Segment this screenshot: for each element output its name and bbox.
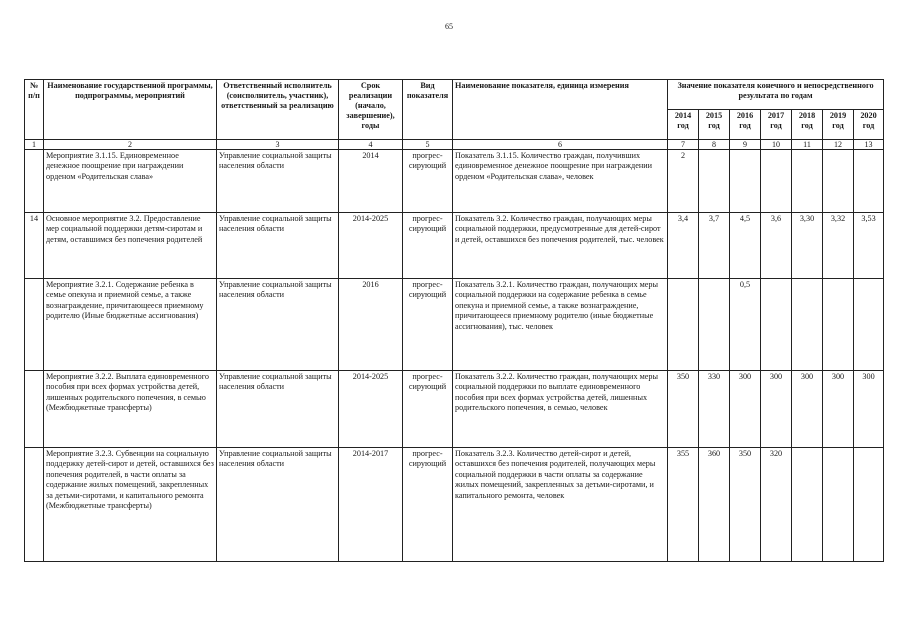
- table-header-row: [25, 80, 884, 110]
- column-number: 11: [792, 140, 823, 150]
- row-value: [823, 279, 854, 371]
- row-value: [792, 279, 823, 371]
- row-value: 300: [730, 371, 761, 448]
- row-value: 350: [668, 371, 699, 448]
- row-value: 300: [792, 371, 823, 448]
- column-number: 10: [761, 140, 792, 150]
- indicators-table: [24, 79, 884, 562]
- row-value: [699, 150, 730, 213]
- row-name: Мероприятие 3.1.15. Единовременное денежное поощрение при награждении орденом «Родительская слава»: [44, 150, 217, 213]
- row-value: [699, 279, 730, 371]
- row-executor: Управление социальной защиты населения области: [217, 448, 339, 562]
- row-indicator: Показатель 3.2. Количество граждан, получающих меры социальной поддержки, предусмотренные для детей-сирот и детей, оставшихся без попечения родителей, тыс. человек: [453, 213, 668, 279]
- header-year: 2014 год: [668, 110, 699, 140]
- row-value: 2: [668, 150, 699, 213]
- column-number: 12: [823, 140, 854, 150]
- row-period: 2014: [339, 150, 403, 213]
- row-indicator: Показатель 3.2.2. Количество граждан, получающих меры социальной поддержки по выплате единовременного пособия при всех формах устройства детей, лишенных родительского попечения, в семью, человек: [453, 371, 668, 448]
- column-number: 6: [453, 140, 668, 150]
- row-period: 2016: [339, 279, 403, 371]
- column-number: 13: [854, 140, 884, 150]
- row-value: 300: [854, 371, 884, 448]
- row-value: [854, 279, 884, 371]
- header-year: 2019 год: [823, 110, 854, 140]
- row-value: 330: [699, 371, 730, 448]
- column-number-row: [25, 140, 884, 150]
- header-executor: Ответственный исполнитель (соисполнитель, участник), ответственный за реализацию: [217, 80, 339, 140]
- row-type: прогрес-сирующий: [403, 371, 453, 448]
- header-indicator-name: Наименование показателя, единица измерения: [453, 80, 668, 140]
- header-name: Наименование государственной программы, подпрограммы, мероприятий: [44, 80, 217, 140]
- row-value: 350: [730, 448, 761, 562]
- column-number: 8: [699, 140, 730, 150]
- row-value: 3,53: [854, 213, 884, 279]
- row-value: 360: [699, 448, 730, 562]
- column-number: 5: [403, 140, 453, 150]
- row-name: Мероприятие 3.2.1. Содержание ребенка в семье опекуна и приемной семье, а также вознаграждение, причитающееся приемному родителю (Иные бюджетные ассигнования): [44, 279, 217, 371]
- header-year: 2017 год: [761, 110, 792, 140]
- row-value: 300: [823, 371, 854, 448]
- row-indicator: Показатель 3.2.1. Количество граждан, получающих меры социальной поддержки на содержание ребенка в семье опекуна и приемной семье, а также вознаграждение, причитающееся приемному родителю (иные бюджетные ассигнования), тыс. человек: [453, 279, 668, 371]
- row-name: Основное мероприятие 3.2. Предоставление мер социальной поддержки детям-сиротам и детям, оставшимся без попечения родителей: [44, 213, 217, 279]
- row-value: [668, 279, 699, 371]
- row-num: [25, 448, 44, 562]
- row-value: [854, 448, 884, 562]
- row-num: [25, 279, 44, 371]
- column-number: 7: [668, 140, 699, 150]
- table-row: [25, 213, 884, 279]
- row-type: прогрес-сирующий: [403, 150, 453, 213]
- table-row: [25, 279, 884, 371]
- row-value: 3,4: [668, 213, 699, 279]
- row-indicator: Показатель 3.1.15. Количество граждан, получивших единовременное денежное поощрение при награждении орденом «Родительская слава», человек: [453, 150, 668, 213]
- row-executor: Управление социальной защиты населения области: [217, 279, 339, 371]
- page-number: 65: [445, 22, 453, 31]
- header-year: 2016 год: [730, 110, 761, 140]
- row-num: [25, 371, 44, 448]
- row-value: [792, 448, 823, 562]
- row-executor: Управление социальной защиты населения области: [217, 213, 339, 279]
- row-value: [761, 279, 792, 371]
- header-num: № п/п: [25, 80, 44, 140]
- table-row: [25, 371, 884, 448]
- header-year: 2020 год: [854, 110, 884, 140]
- row-executor: Управление социальной защиты населения области: [217, 371, 339, 448]
- table-row: [25, 150, 884, 213]
- column-number: 2: [44, 140, 217, 150]
- row-value: [761, 150, 792, 213]
- column-number: 1: [25, 140, 44, 150]
- header-period: Срок реализации (начало, завершение), годы: [339, 80, 403, 140]
- row-value: 0,5: [730, 279, 761, 371]
- row-period: 2014-2025: [339, 371, 403, 448]
- row-name: Мероприятие 3.2.3. Субвенции на социальную поддержку детей-сирот и детей, оставшихся без попечения родителей, в части оплаты за содержание жилых помещений, закрепленных за детьми-сиротами, и капитального ремонта (Межбюджетные трансферты): [44, 448, 217, 562]
- header-values-group: Значение показателя конечного и непосредственного результата по годам: [668, 80, 884, 110]
- header-year: 2015 год: [699, 110, 730, 140]
- column-number: 4: [339, 140, 403, 150]
- table-row: [25, 448, 884, 562]
- row-value: 4,5: [730, 213, 761, 279]
- row-num: 14: [25, 213, 44, 279]
- row-value: [823, 448, 854, 562]
- row-period: 2014-2025: [339, 213, 403, 279]
- row-value: 355: [668, 448, 699, 562]
- row-num: [25, 150, 44, 213]
- row-name: Мероприятие 3.2.2. Выплата единовременного пособия при всех формах устройства детей, лишенных родительского попечения, в семью (Межбюджетные трансферты): [44, 371, 217, 448]
- row-executor: Управление социальной защиты населения области: [217, 150, 339, 213]
- row-period: 2014-2017: [339, 448, 403, 562]
- row-type: прогрес-сирующий: [403, 279, 453, 371]
- row-type: прогрес-сирующий: [403, 448, 453, 562]
- row-value: [730, 150, 761, 213]
- row-value: 300: [761, 371, 792, 448]
- row-value: [854, 150, 884, 213]
- row-value: 320: [761, 448, 792, 562]
- row-value: [823, 150, 854, 213]
- row-value: 3,30: [792, 213, 823, 279]
- column-number: 9: [730, 140, 761, 150]
- column-number: 3: [217, 140, 339, 150]
- row-value: 3,6: [761, 213, 792, 279]
- row-type: прогрес-сирующий: [403, 213, 453, 279]
- row-value: [792, 150, 823, 213]
- header-indicator-type: Вид показателя: [403, 80, 453, 140]
- row-indicator: Показатель 3.2.3. Количество детей-сирот и детей, оставшихся без попечения родителей, получающих меры социальной поддержки в части оплаты за содержание жилых помещений, закрепленных за детьми-сиротами, и капитального ремонта, человек: [453, 448, 668, 562]
- header-year: 2018 год: [792, 110, 823, 140]
- row-value: 3,32: [823, 213, 854, 279]
- row-value: 3,7: [699, 213, 730, 279]
